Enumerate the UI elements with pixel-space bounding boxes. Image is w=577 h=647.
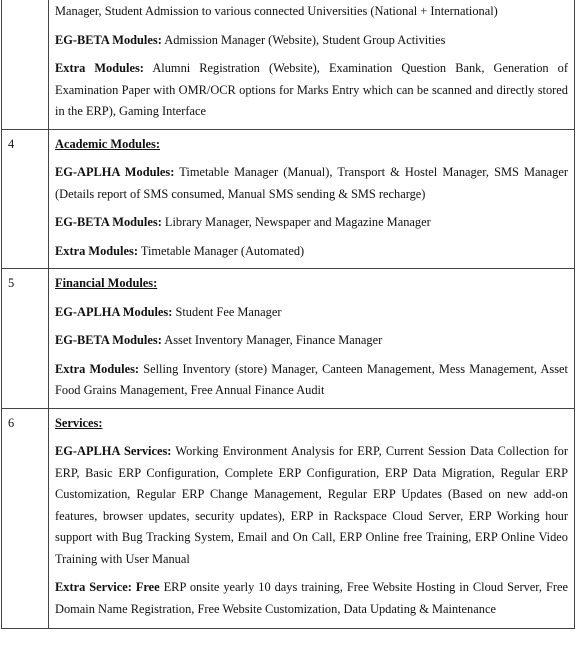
module-text: Selling Inventory (store) Manager, Canteen Management, Mess Management, Asset Food Grains Management, Free Annual Finance Audit bbox=[55, 361, 569, 397]
modules-table bbox=[1, 0, 575, 629]
table-row bbox=[2, 408, 575, 629]
module-text: ERP onsite yearly 10 days training, Free Website Hosting in Cloud Server, Free Domain Name Registration, Free Website Customization, Data Updating & Maintenance bbox=[55, 580, 568, 616]
module-label: EG-BETA Modules: bbox=[55, 32, 162, 47]
module-label: Extra Modules: bbox=[55, 243, 138, 258]
row-content bbox=[49, 0, 575, 129]
module-line bbox=[55, 330, 568, 352]
module-line bbox=[55, 359, 568, 402]
module-label: EG-BETA Modules: bbox=[55, 215, 162, 229]
module-label: Extra Service: Free bbox=[55, 580, 160, 594]
module-text: Admission Manager (Website), Student Group Activities bbox=[161, 32, 446, 47]
module-label: EG-APLHA Services: bbox=[55, 444, 172, 458]
table-row bbox=[2, 0, 575, 129]
module-line bbox=[55, 162, 568, 205]
module-line bbox=[55, 212, 568, 234]
row-number: 4 bbox=[2, 129, 49, 269]
module-text: Timetable Manager (Manual), Transport & Hostel Manager, SMS Manager (Details report of SMS consumed, Manual SMS sending & SMS recharge) bbox=[55, 165, 568, 201]
module-label: Extra Modules: bbox=[55, 61, 144, 75]
module-line bbox=[55, 302, 568, 324]
module-text: Timetable Manager (Automated) bbox=[137, 243, 305, 258]
module-line bbox=[55, 241, 568, 263]
module-line bbox=[55, 577, 568, 620]
module-label: Extra Modules: bbox=[55, 361, 140, 376]
row-content bbox=[49, 129, 575, 269]
row-number bbox=[2, 0, 49, 129]
module-line bbox=[55, 58, 568, 123]
module-text: Working Environment Analysis for ERP, Current Session Data Collection for ERP, Basic ERP Configuration, Complete ERP Configuration, ERP Data Migration, Regular ERP Customization, Regular ERP Change Management, Regular ERP Updates (Based on new add-on features, browser updates, security updates), ERP in Rackspace Cloud Server, ERP Working hour support with Bug Tracking System, Email and On Call, ERP Online free Training, ERP Online Video Training with User Manual bbox=[55, 444, 568, 566]
module-line bbox=[55, 30, 568, 52]
section-heading: Services: bbox=[55, 415, 103, 430]
row-content bbox=[49, 269, 575, 409]
continued-text: Manager, Student Admission to various connected Universities (National + International) bbox=[55, 4, 498, 18]
module-text: Asset Inventory Manager, Finance Manager bbox=[161, 333, 383, 347]
row-content bbox=[49, 408, 575, 629]
module-label: EG-APLHA Modules: bbox=[55, 304, 173, 319]
section-heading: Financial Modules: bbox=[55, 276, 158, 290]
row-number: 5 bbox=[2, 269, 49, 409]
section-heading: Academic Modules: bbox=[55, 136, 160, 151]
module-label: EG-APLHA Modules: bbox=[55, 165, 175, 179]
module-text: Alumni Registration (Website), Examination Question Bank, Generation of Examination Paper with OMR/OCR options for Marks Entry which can be scanned and directly stored in the ERP), Gaming Interface bbox=[55, 61, 568, 118]
module-text: Student Fee Manager bbox=[172, 304, 282, 319]
table-row bbox=[2, 129, 575, 269]
row-number: 6 bbox=[2, 408, 49, 629]
table-row bbox=[2, 269, 575, 409]
module-line bbox=[55, 441, 568, 570]
module-text: Library Manager, Newspaper and Magazine Manager bbox=[161, 215, 431, 229]
module-label: EG-BETA Modules: bbox=[55, 333, 162, 347]
